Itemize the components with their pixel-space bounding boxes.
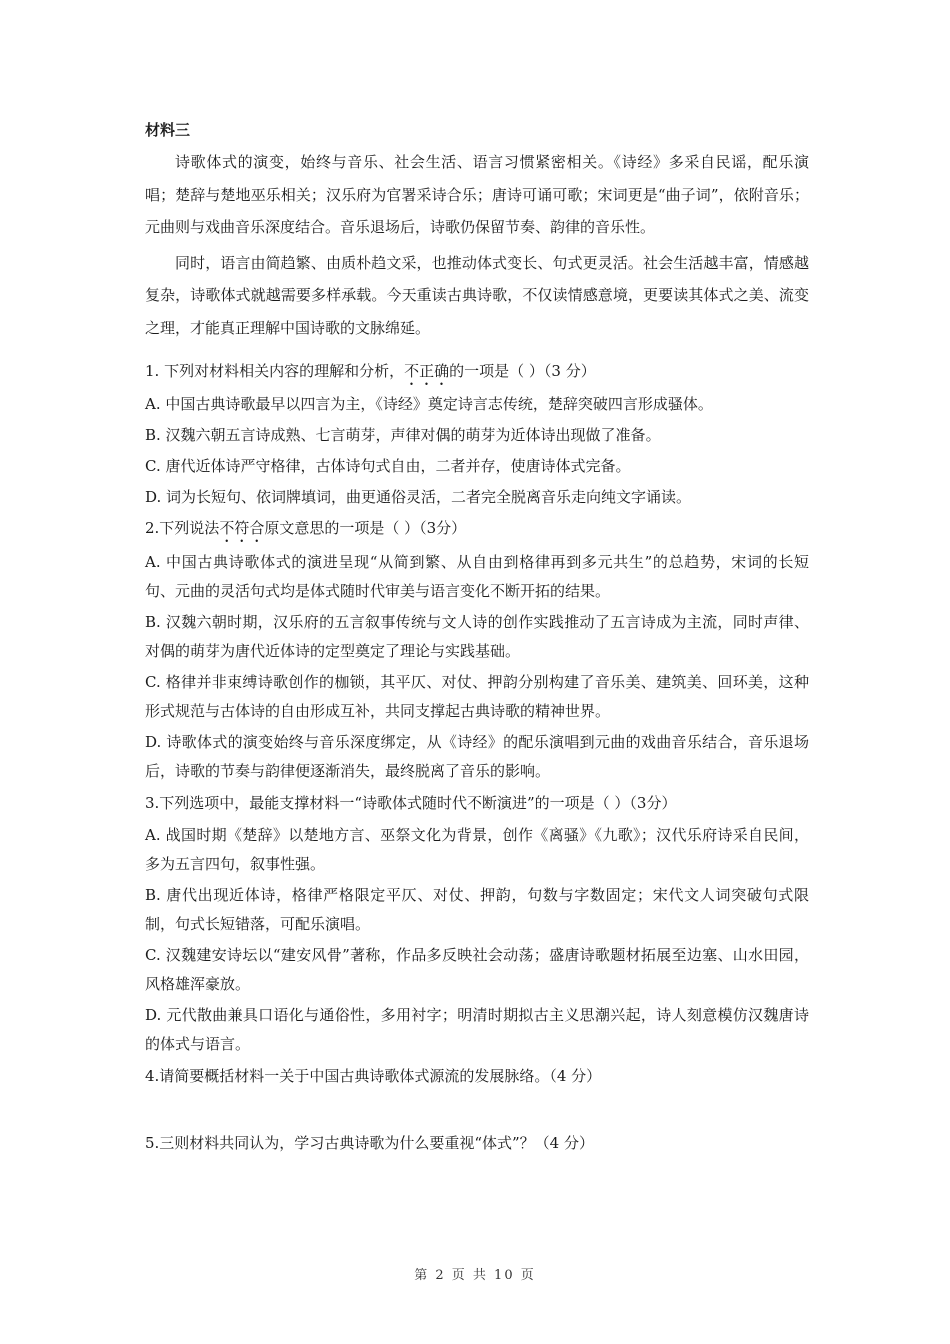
- question-2-option-a: A. 中国古典诗歌体式的演进呈现“从简到繁、从自由到格律再到多元共生”的总趋势，宋词的长短句、元曲的灵活句式均是体式随时代审美与语言变化不断开拓的结果。: [145, 553, 809, 600]
- question-5-stem: 5.三则材料共同认为，学习古典诗歌为什么要重视“体式”？（4 分）: [145, 1134, 594, 1152]
- paragraph-1: 诗歌体式的演变，始终与音乐、社会生活、语言习惯紧密相关。《诗经》多采自民谣，配乐演唱；楚辞与楚地巫乐相关；汉乐府为官署采诗合乐；唐诗可诵可歌；宋词更是“曲子词”，依附音乐；元曲则与戏曲音乐深度结合。音乐退场后，诗歌仍保留节奏、韵律的音乐性。: [145, 153, 809, 236]
- question-1-option-a: A. 中国古典诗歌最早以四言为主，《诗经》奠定诗言志传统，楚辞突破四言形成骚体。: [145, 395, 713, 413]
- question-3-option-b: B. 唐代出现近体诗，格律严格限定平仄、对仗、押韵，句数与字数固定；宋代文人词突破句式限制，句式长短错落，可配乐演唱。: [145, 886, 809, 933]
- question-3-stem: 3.下列选项中，最能支撑材料一“诗歌体式随时代不断演进”的一项是（ ）（3分）: [145, 794, 677, 812]
- question-3-option-d: D. 元代散曲兼具口语化与通俗性，多用衬字；明清时期拟古主义思潮兴起，诗人刻意模仿汉魏唐诗的体式与语言。: [145, 1006, 809, 1053]
- question-3-option-c: C. 汉魏建安诗坛以“建安风骨”著称，作品多反映社会动荡；盛唐诗歌题材拓展至边塞、山水田园，风格雄浑豪放。: [145, 946, 809, 993]
- question-2-option-d: D. 诗歌体式的演变始终与音乐深度绑定，从《诗经》的配乐演唱到元曲的戏曲音乐结合，音乐退场后，诗歌的节奏与韵律便逐渐消失，最终脱离了音乐的影响。: [145, 733, 809, 780]
- question-2-option-b: B. 汉魏六朝时期，汉乐府的五言叙事传统与文人诗的创作实践推动了五言诗成为主流，同时声律、对偶的萌芽为唐代近体诗的定型奠定了理论与实践基础。: [145, 613, 809, 660]
- question-1-option-c: C. 唐代近体诗严守格律，古体诗句式自由，二者并存，使唐诗体式完备。: [145, 457, 631, 475]
- question-1-option-b: B. 汉魏六朝五言诗成熟、七言萌芽，声律对偶的萌芽为近体诗出现做了准备。: [145, 426, 661, 444]
- question-2-option-c: C. 格律并非束缚诗歌创作的枷锁，其平仄、对仗、押韵分别构建了音乐美、建筑美、回环美，这种形式规范与古体诗的自由形成互补，共同支撑起古典诗歌的精神世界。: [145, 673, 809, 720]
- page-footer: 第 2 页 共 10 页: [414, 1268, 536, 1283]
- question-1-option-d: D. 词为长短句、依词牌填词，曲更通俗灵活，二者完全脱离音乐走向纯文字诵读。: [145, 488, 692, 506]
- section-title: 材料三: [145, 121, 191, 139]
- question-2-stem: 2.下列说法不符合原文意思的一项是（ ）（3分）: [145, 519, 467, 537]
- question-2-emphasis: 不符合: [219, 519, 265, 537]
- question-1-stem: 1. 下列对材料相关内容的理解和分析，不正确的一项是（ ）（3 分）: [145, 362, 596, 380]
- question-4-stem: 4.请简要概括材料一关于中国古典诗歌体式源流的发展脉络。（4 分）: [145, 1067, 602, 1085]
- paragraph-2: 同时，语言由简趋繁、由质朴趋文采，也推动体式变长、句式更灵活。社会生活越丰富，情感越复杂，诗歌体式就越需要多样承载。今天重读古典诗歌，不仅读情感意境，更要读其体式之美、流变之理，才能真正理解中国诗歌的文脉绵延。: [145, 253, 809, 337]
- page-content: [145, 114, 809, 1159]
- question-3-option-a: A. 战国时期《楚辞》以楚地方言、巫祭文化为背景，创作《离骚》《九歌》；汉代乐府诗采自民间，多为五言四句，叙事性强。: [145, 826, 809, 873]
- question-1-emphasis: 不正确: [404, 362, 450, 380]
